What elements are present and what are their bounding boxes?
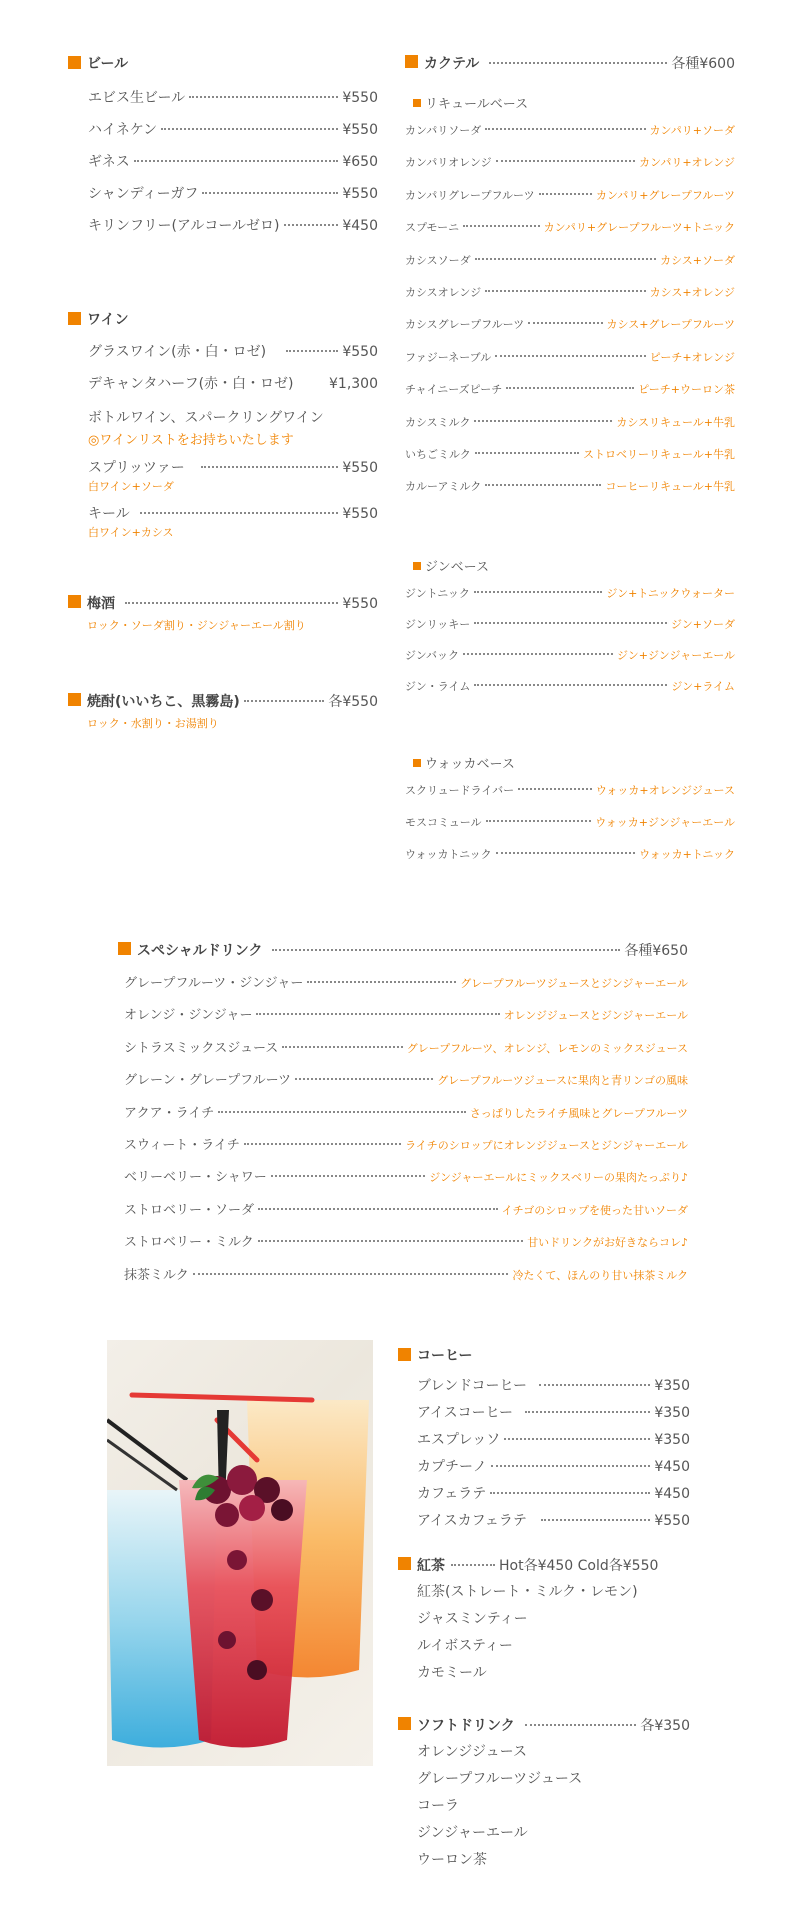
square-bullet-icon <box>398 1348 411 1361</box>
cocktail-item: ジントニック ジン+トニックウォーター <box>405 587 735 600</box>
menu-item: エスプレッソ ¥350 <box>417 1432 690 1448</box>
square-bullet-icon <box>68 693 81 706</box>
umeshu-section: 梅酒 ¥550 ロック・ソーダ割り・ジンジャーエール割り <box>68 593 378 633</box>
special-item: スウィート・ライチ ライチのシロップにオレンジジュースとジンジャーエール <box>124 1137 688 1153</box>
menu-item: ギネス ¥650 <box>88 154 378 170</box>
cocktail-item: カシスオレンジ カシス+オレンジ <box>405 285 735 299</box>
square-bullet-icon <box>118 942 131 955</box>
cocktail-item: ジン・ライム ジン+ライム <box>405 680 735 693</box>
cocktail-section <box>405 53 735 511</box>
menu-item: ジンジャーエール <box>417 1825 528 1841</box>
cocktail-item: スクリュードライバー ウォッカ+オレンジジュース <box>405 784 735 797</box>
cocktail-item: スプモーニ カンパリ+グレープフルーツ+トニック <box>405 221 735 235</box>
menu-item: カフェラテ ¥450 <box>417 1486 690 1502</box>
square-bullet-icon <box>413 759 421 767</box>
special-item: オレンジ・ジンジャー オレンジジュースとジンジャーエール <box>124 1008 688 1024</box>
menu-item: ボトルワイン、スパークリングワイン ◎ワインリストをお持ちいたします <box>88 410 324 448</box>
coffee-header: コーヒー <box>398 1345 690 1365</box>
menu-item: ジャスミンティー <box>417 1611 528 1627</box>
menu-item: キール ¥550 白ワイン+カシス <box>88 506 378 539</box>
menu-item: ブレンドコーヒー ¥350 <box>417 1378 690 1394</box>
cocktail-item: ウォッカトニック ウォッカ+トニック <box>405 848 735 861</box>
special-item: グレープフルーツ・ジンジャー グレープフルーツジュースとジンジャーエール <box>124 976 688 991</box>
menu-item: アイスカフェラテ ¥550 <box>417 1513 690 1529</box>
cocktail-header: カクテル 各種¥600 <box>405 53 735 73</box>
special-item: グレーン・グレープフルーツ グレープフルーツジュースに果肉と青リンゴの風味 <box>124 1073 688 1089</box>
square-bullet-icon <box>68 56 81 69</box>
special-drink-section <box>118 940 688 1296</box>
special-item: アクア・ライチ さっぱりしたライチ風味とグレープフルーツ <box>124 1105 688 1121</box>
cocktail-item: カシスミルク カシスリキュール+牛乳 <box>405 415 735 429</box>
wine-header: ワイン <box>68 309 378 329</box>
square-bullet-icon <box>398 1557 411 1570</box>
special-item: シトラスミックスジュース グレープフルーツ、オレンジ、レモンのミックスジュース <box>124 1040 688 1056</box>
drink-photo <box>107 1340 373 1766</box>
menu-item: エビス生ビール ¥550 <box>88 90 378 106</box>
coffee-section <box>398 1345 690 1537</box>
menu-item: コーラ <box>417 1798 459 1814</box>
special-item: ストロベリー・ソーダ イチゴのシロップを使った甘いソーダ <box>124 1202 688 1218</box>
soft-drink-header: ソフトドリンク 各¥350 <box>398 1715 690 1735</box>
square-bullet-icon <box>405 55 418 68</box>
menu-item: ウーロン茶 <box>417 1852 487 1868</box>
menu-item: デキャンタハーフ(赤・白・ロゼ) ¥1,300 <box>88 376 378 392</box>
beer-section <box>68 53 378 247</box>
gin-base: ジンベース ジントニック ジン+トニックウォーター ジンリッキー ジン+ソーダ ジンバック ジン+ジンジャーエール ジン・ライム ジン+ライム <box>405 556 735 709</box>
square-bullet-icon <box>413 562 421 570</box>
menu-item: アイスコーヒー ¥350 <box>417 1405 690 1421</box>
liqueur-base: リキュールベース カンパリソーダ カンパリ+ソーダ カンパリオレンジ カンパリ+オレンジ カンパリグレープフルーツ カンパリ+グレープフルーツ スプモーニ カンパリ+グレープフルーツ+トニック カシスソーダ カシス+ソーダ カシスオレンジ カシス+オレンジ カシスグレープフルーツ カシス+グレープフルーツ ファジーネーブル ピーチ+オレンジ チャイニーズピーチ ピーチ+ウーロン茶 カシスミルク カシスリキュール+牛乳 いちごミルク ストロベリーリキュール+牛乳 カルーアミルク コーヒーリキュール+牛乳 <box>405 93 735 511</box>
menu-item: グレープフルーツジュース <box>417 1771 583 1787</box>
wine-section <box>68 309 378 543</box>
cocktail-item: いちごミルク ストロベリーリキュール+牛乳 <box>405 447 735 461</box>
square-bullet-icon <box>398 1717 411 1730</box>
cocktail-item: ジンリッキー ジン+ソーダ <box>405 618 735 631</box>
special-header: スペシャルドリンク 各種¥650 <box>118 940 688 960</box>
cocktail-item: ファジーネーブル ピーチ+オレンジ <box>405 350 735 364</box>
cocktail-item: カンパリグレープフルーツ カンパリ+グレープフルーツ <box>405 188 735 202</box>
special-item: ストロベリー・ミルク 甘いドリンクがお好きならコレ♪ <box>124 1235 688 1251</box>
cocktail-item: モスコミュール ウォッカ+ジンジャーエール <box>405 816 735 829</box>
menu-item: ハイネケン ¥550 <box>88 122 378 138</box>
cocktail-item: カンパリオレンジ カンパリ+オレンジ <box>405 156 735 170</box>
tea-header: 紅茶 Hot各¥450 Cold各¥550 <box>398 1555 690 1575</box>
cocktail-item: カシスソーダ カシス+ソーダ <box>405 253 735 267</box>
menu-item: スプリッツァー ¥550 白ワイン+ソーダ <box>88 460 378 493</box>
menu-item: ルイボスティー <box>417 1638 513 1654</box>
tea-section <box>398 1555 690 1689</box>
cocktail-item: カシスグレープフルーツ カシス+グレープフルーツ <box>405 318 735 332</box>
cocktail-item: ジンバック ジン+ジンジャーエール <box>405 649 735 662</box>
soft-drink-section <box>398 1715 690 1876</box>
square-bullet-icon <box>68 312 81 325</box>
menu-item: オレンジジュース <box>417 1744 527 1760</box>
menu-item: キリンフリー(アルコールゼロ) ¥450 <box>88 218 378 234</box>
menu-item: カモミール <box>417 1665 487 1681</box>
cocktail-glasses-illustration <box>107 1340 373 1766</box>
special-item: ベリーベリー・シャワー ジンジャーエールにミックスベリーの果肉たっぷり♪ <box>124 1170 688 1186</box>
menu-item: 紅茶(ストレート・ミルク・レモン) <box>417 1584 638 1600</box>
square-bullet-icon <box>413 99 421 107</box>
cocktail-item: カンパリソーダ カンパリ+ソーダ <box>405 124 735 137</box>
shochu-section: 焼酎(いいちこ、黒霧島) 各¥550 ロック・水割り・お湯割り <box>68 691 378 731</box>
menu-item: カプチーノ ¥450 <box>417 1459 690 1475</box>
cocktail-item: チャイニーズピーチ ピーチ+ウーロン茶 <box>405 383 735 397</box>
square-bullet-icon <box>68 595 81 608</box>
special-item: 抹茶ミルク 冷たくて、ほんのり甘い抹茶ミルク <box>124 1267 688 1283</box>
beer-header: ビール <box>68 53 378 73</box>
menu-item: シャンディーガフ ¥550 <box>88 186 378 202</box>
cocktail-item: カルーアミルク コーヒーリキュール+牛乳 <box>405 480 735 494</box>
menu-item: グラスワイン(赤・白・ロゼ) ¥550 <box>88 344 378 360</box>
vodka-base: ウォッカベース スクリュードライバー ウォッカ+オレンジジュース モスコミュール ウォッカ+ジンジャーエール ウォッカトニック ウォッカ+トニック <box>405 753 735 878</box>
